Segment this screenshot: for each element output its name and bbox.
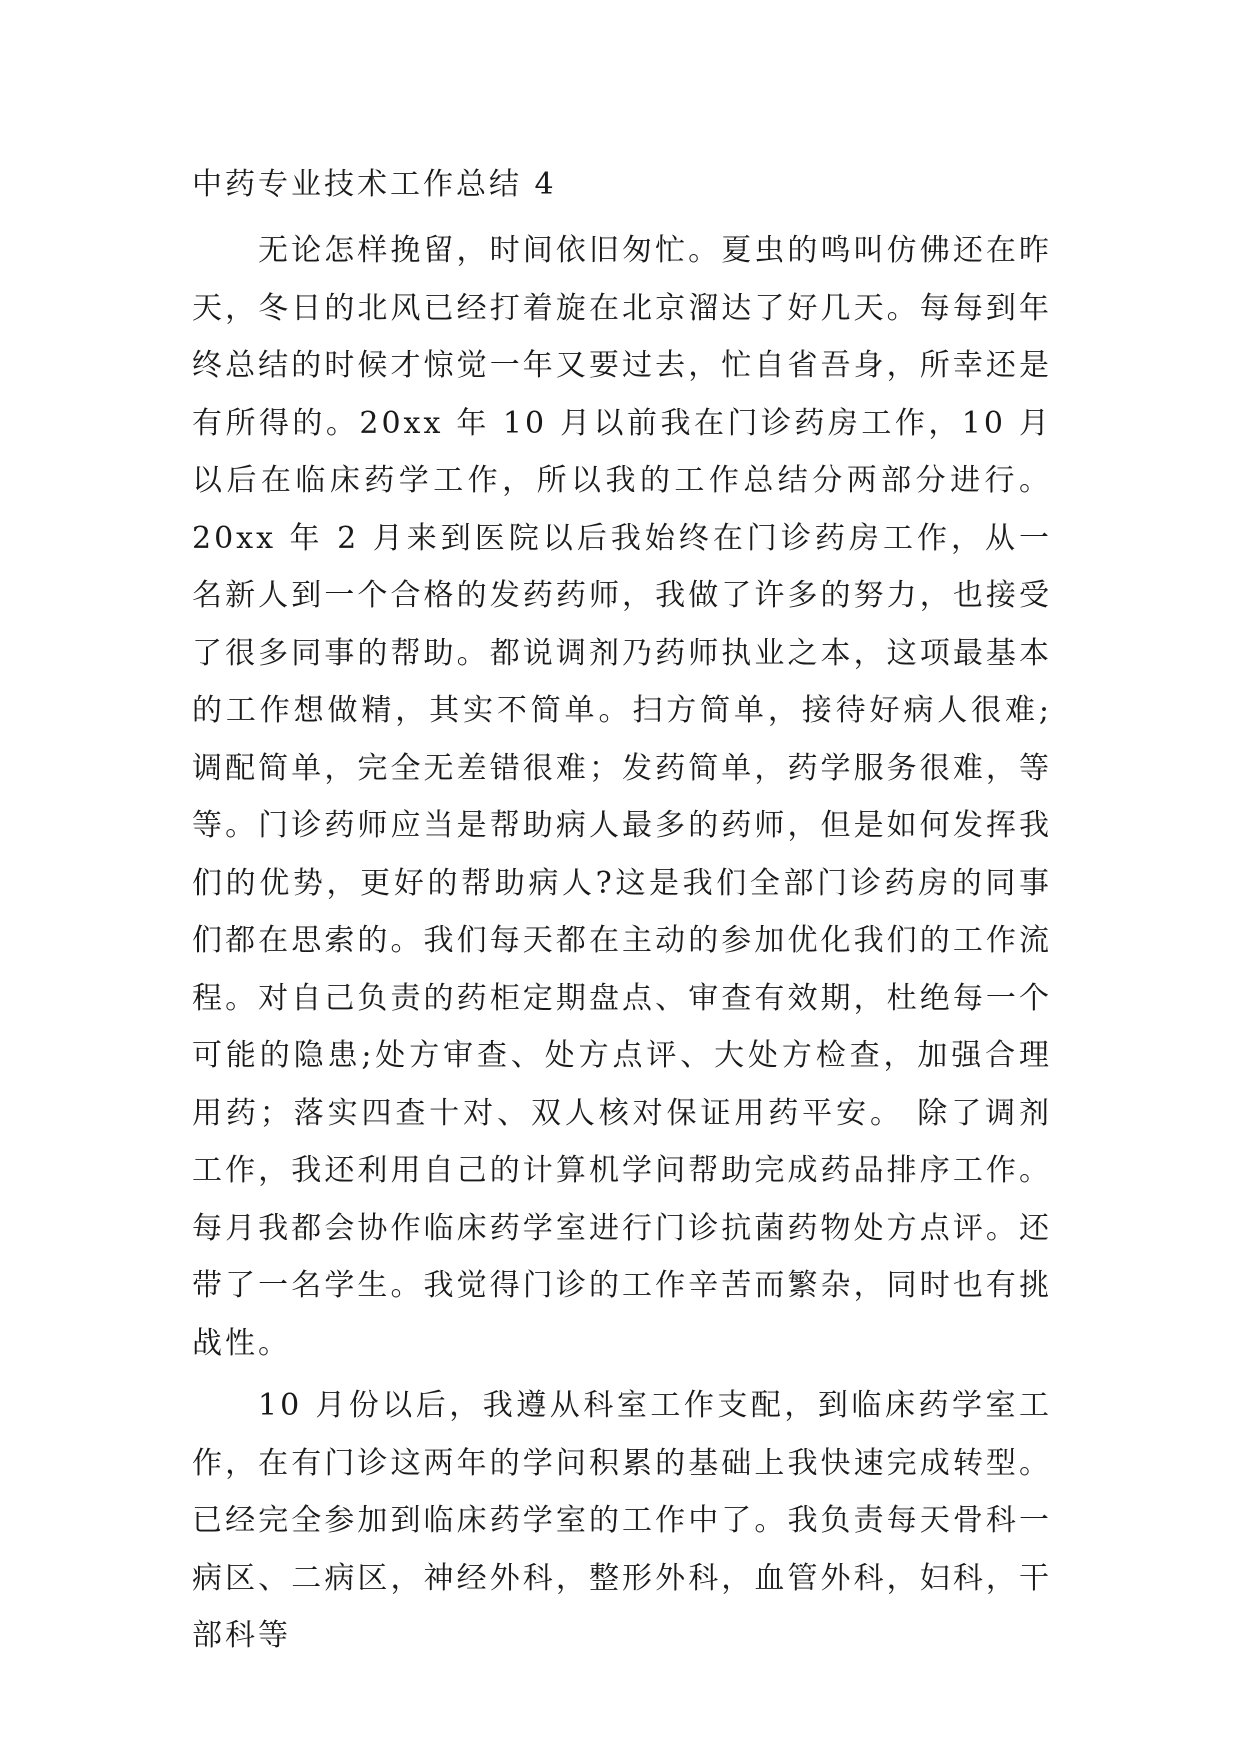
document-body	[192, 222, 1052, 1665]
paragraph-2: 10 月份以后，我遵从科室工作支配，到临床药学室工作，在有门诊这两年的学问积累的基础上我快速完成转型。已经完全参加到临床药学室的工作中了。我负责每天骨科一病区、二病区，神经外科，整形外科，血管外科，妇科，干部科等	[192, 1388, 1052, 1653]
paragraph-1: 无论怎样挽留，时间依旧匆忙。夏虫的鸣叫仿佛还在昨天，冬日的北风已经打着旋在北京溜达了好几天。每每到年终总结的时候才惊觉一年又要过去，忙自省吾身，所幸还是有所得的。20xx 年 10 月以前我在门诊药房工作，10 月以后在临床药学工作，所以我的工作总结分两部分进行。 20xx 年 2 月来到医院以后我始终在门诊药房工作，从一名新人到一个合格的发药药师，我做了许多的努力，也接受了很多同事的帮助。都说调剂乃药师执业之本，这项最基本的工作想做精，其实不简单。扫方简单，接待好病人很难;调配简单，完全无差错很难；发药简单，药学服务很难，等等。门诊药师应当是帮助病人最多的药师，但是如何发挥我们的优势，更好的帮助病人?这是我们全部门诊药房的同事们都在思索的。我们每天都在主动的参加优化我们的工作流程。对自己负责的药柜定期盘点、审查有效期，杜绝每一个可能的隐患;处方审查、处方点评、大处方检查，加强合理用药；落实四查十对、双人核对保证用药平安。 除了调剂工作，我还利用自己的计算机学问帮助完成药品排序工作。每月我都会协作临床药学室进行门诊抗菌药物处方点评。还带了一名学生。我觉得门诊的工作辛苦而繁杂，同时也有挑战性。	[192, 233, 1052, 1361]
document-title: 中药专业技术工作总结 4	[192, 167, 557, 202]
